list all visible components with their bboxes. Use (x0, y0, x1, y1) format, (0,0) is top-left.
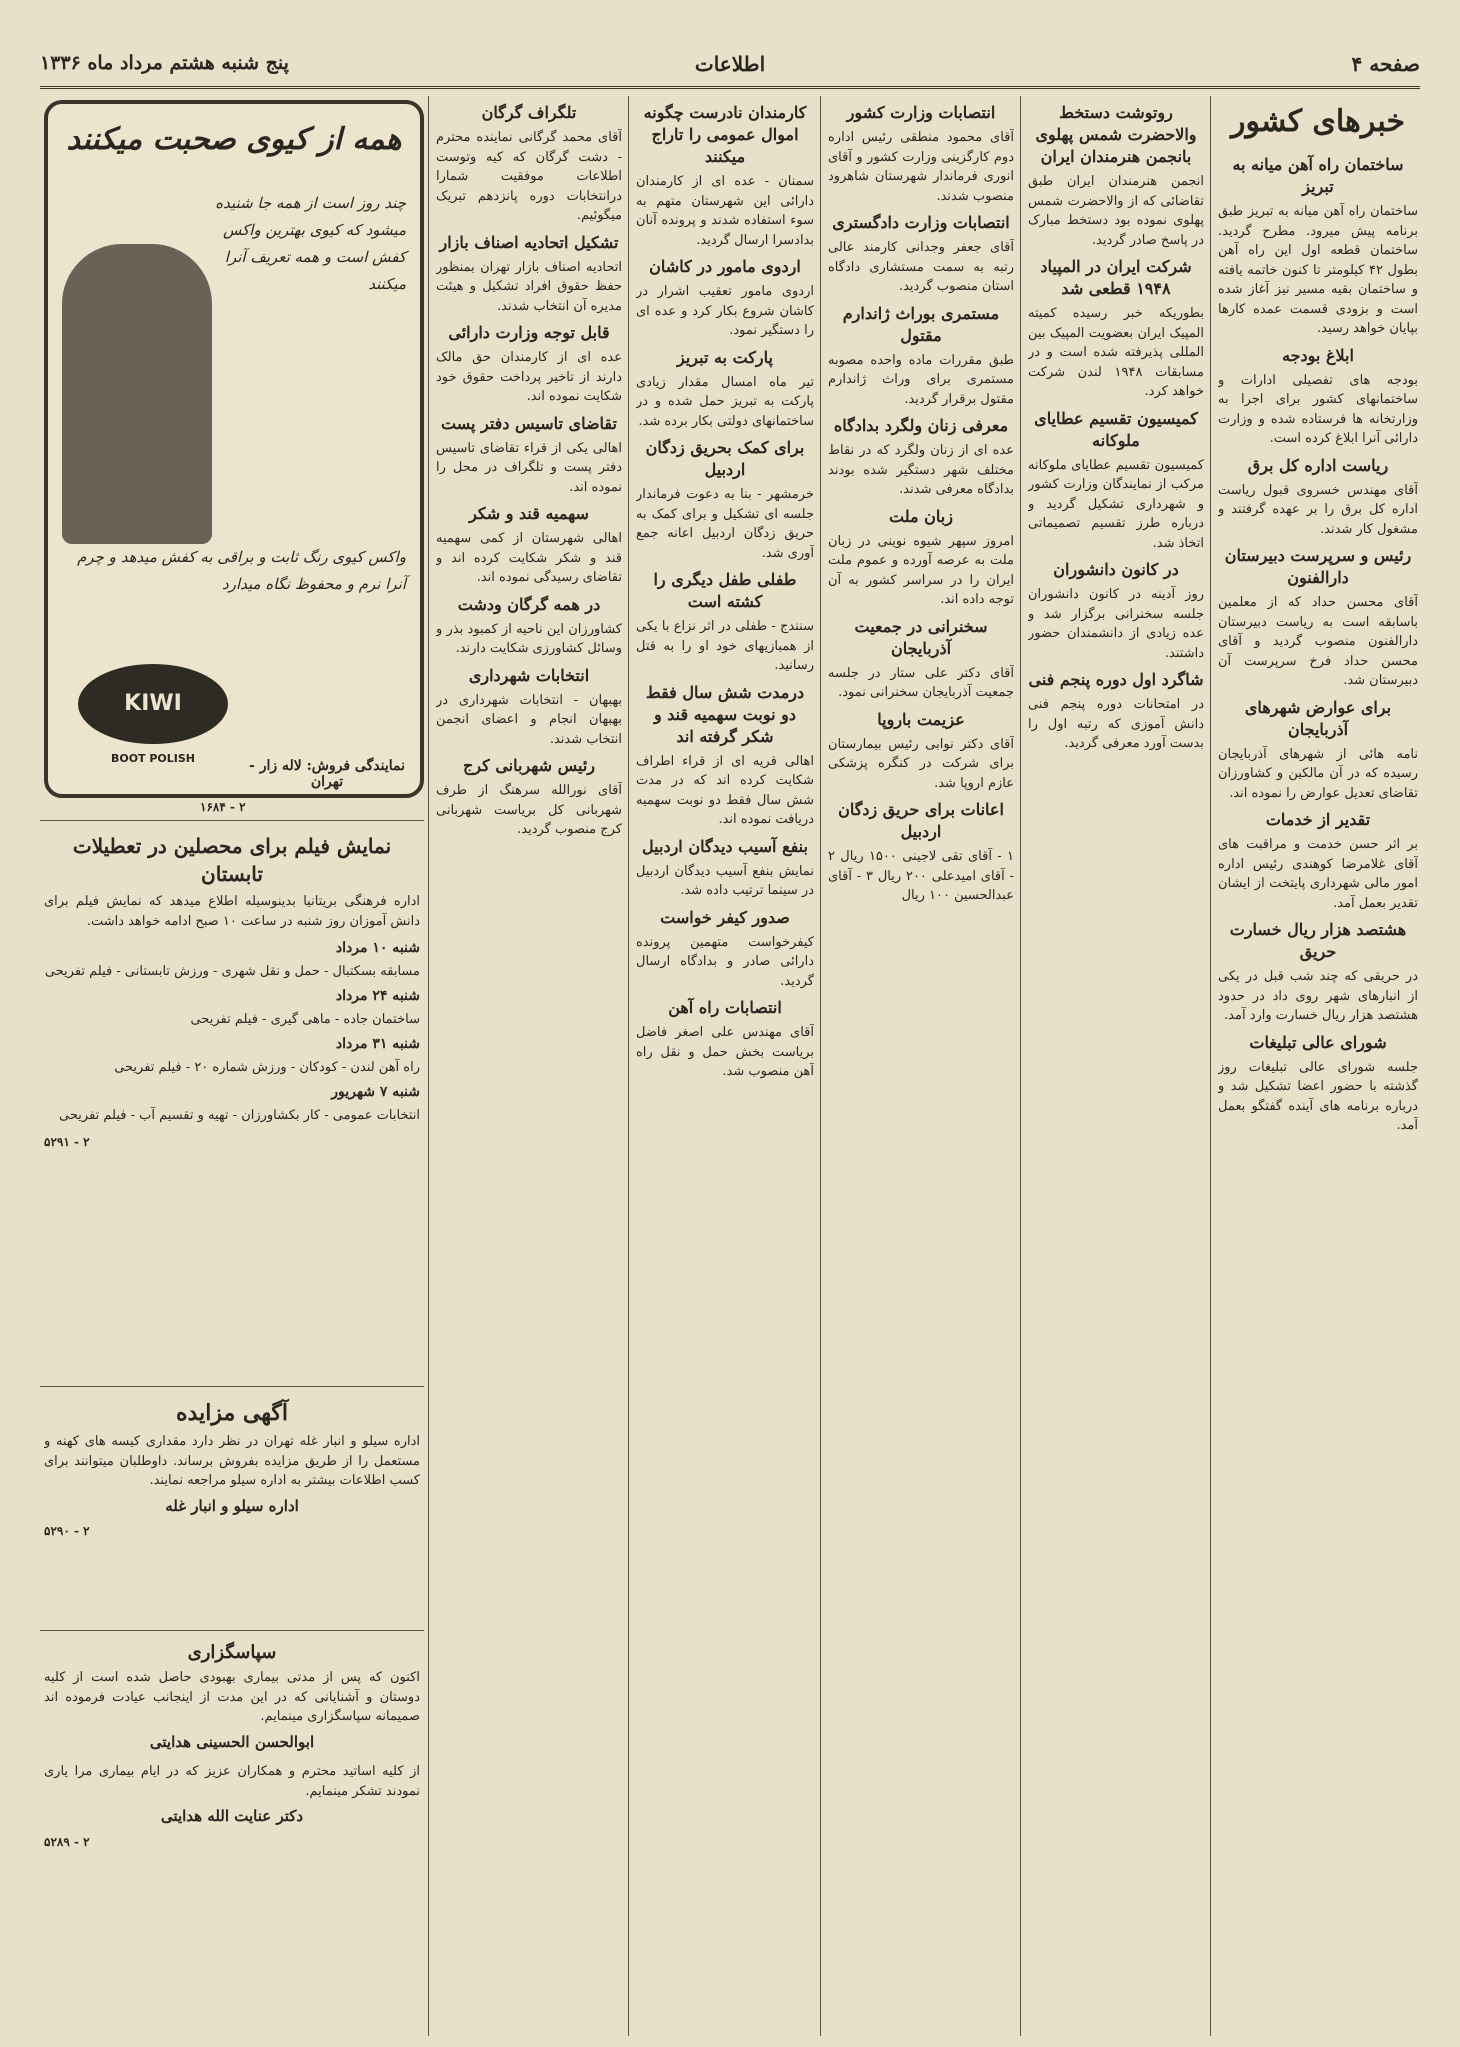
page-number: صفحه ۴ (1351, 52, 1420, 76)
thanks-text: اکنون که پس از مدتی بیماری بهبودی حاصل شده است از کلیه دوستان و آشنایانی که در این مدت از اینجانب عیادت فرموده اند صمیمانه سپاسگزاری مینمایم. (44, 1670, 420, 1724)
column-rule (1020, 96, 1021, 2036)
thanks-title: سپاسگزاری (187, 1642, 277, 1663)
article: در همه گرگان ودشت کشاورزان این ناحیه از کمبود بذر و وسائل کشاورزی شکایت دارند. (436, 594, 622, 656)
section-title: خبرهای کشور (1230, 104, 1406, 139)
article: شورای عالی تبلیغات جلسه شورای عالی تبلیغات روز گذشته با حضور اعضا تشکیل شد و درباره برنامه های آینده گفتگو بعمل آمد. (1218, 1032, 1418, 1133)
thanks-signature-2: دکتر عنایت الله هدایتی (160, 1807, 304, 1825)
article: مستمری بوراث ژاندارم مقتول طبق مقررات ماده واحده مصوبه مستمری برای وراث ژاندارم مقتول برقرار گردید. (828, 303, 1014, 407)
article: صدور کیفر خواست کیفرخواست متهمین پرونده دارائی صادر و بدادگاه ارسال گردید. (636, 907, 814, 989)
article: کارمندان نادرست چگونه اموال عمومی را تاراج میکنند سمنان - عده ای از کارمندان دارائی این شهرستان متهم به سوء استفاده شدند و پرونده آنان بدادسرا ارسال گردید. (636, 103, 814, 248)
column-2 (1028, 96, 1204, 2036)
article: انتخابات شهرداری بهبهان - انتخابات شهرداری در بهبهان انجام و اعضای انجمن انتخاب شدند. (436, 665, 622, 747)
film-title: نمایش فیلم برای محصلین در تعطیلات تابستان (72, 834, 392, 886)
article: زبان ملت امروز سپهر شیوه نوینی در زبان ملت به عرصه آورده و عموم ملت ایران را در سراسر کشور به آن توجه داده اند. (828, 506, 1014, 607)
article: برای عوارض شهرهای آذربایجان نامه هائی از شهرهای آذربایجان رسیده که در آن مالکین و کشاورزان تقاضای تعدیل عوارض را نموده اند. (1218, 697, 1418, 801)
advert-body: چند روز است از همه جا شنیده میشود که کیوی بهترین واکس کفش است و همه تعریف آنرا میکنند (215, 194, 406, 293)
column-5 (436, 96, 622, 2036)
section-rule (40, 820, 424, 821)
article: روتوشت دستخط والاحضرت شمس پهلوی بانجمن هنرمندان ایران انجمن هنرمندان ایران طبق تقاضائی که از والاحضرت شمس پهلوی نموده بود دستخط مبارک در پاسخ صادر گردید. (1028, 103, 1204, 248)
masthead (40, 46, 1420, 89)
film-code: ۵۲۹۱ - ۲ (44, 1135, 90, 1149)
column-news-country (1218, 96, 1418, 2036)
article: برای کمک بحریق زدگان اردبیل خرمشهر - بنا به دعوت فرماندار جلسه ای تشکیل و برای کمک به حریق زدگان اردبیل اعانه جمع آوری شد. (636, 438, 814, 561)
article: سخنرانی در جمعیت آذربایجان آقای دکتر علی ستار در جلسه جمعیت آذربایجان سخنرانی نمود. (828, 616, 1014, 700)
issue-date: پنج شنبه هشتم مرداد ماه ۱۳۳۶ (40, 52, 289, 74)
article: طفلی طفل دیگری را کشته است سنندج - طفلی در اثر نزاع با یکی از همبازیهای خود او را به قتل رسانید. (636, 570, 814, 673)
kiwi-tin-logo: KIWI (78, 664, 228, 744)
article: تشکیل اتحادیه اصناف بازار اتحادیه اصناف بازار تهران بمنظور حفظ حقوق افراد تشکیل و هیئت مدیره آن انتخاب شدند. (436, 232, 622, 314)
advert-illustration (62, 244, 212, 544)
kiwi-advert (44, 100, 424, 798)
article: انتصابات وزارت دادگستری آقای جعفر وجدانی کارمند عالی رتبه به سمت مستشاری دادگاه استان منصوب گردید. (828, 213, 1014, 294)
paper-name: اطلاعات (694, 52, 766, 76)
article: ابلاغ بودجه بودجه های تفصیلی ادارات و ساختمانهای کشور برای اجرا به وزارتخانه ها فرستاده شده و وزارت دارائی آنرا ابلاغ کرده است. (1218, 345, 1418, 446)
film-intro: اداره فرهنگی بریتانیا بدینوسیله اطلاع میدهد که نمایش فیلم برای دانش آموزان روز شنبه در ساعت ۱۰ صبح ادامه خواهد داشت. (44, 894, 420, 929)
article: بنفع آسیب دیدگان اردبیل نمایش بنفع آسیب دیدگان اردبیل در سینما ترتیب داده شد. (636, 836, 814, 898)
advert-headline: همه از کیوی صحبت میکنند (66, 122, 402, 157)
article: ریاست اداره کل برق آقای مهندس خسروی قبول ریاست اداره کل برق را بر عهده گرفتند و مشغول کار شدند. (1218, 455, 1418, 537)
article: معرفی زنان ولگرد بدادگاه عده ای از زنان ولگرد که در نقاط مختلف شهر دستگیر شده بودند بدادگاه معرفی شدند. (828, 416, 1014, 497)
column-4 (636, 96, 814, 2036)
auction-text: اداره سیلو و انبار غله تهران در نظر دارد مقداری کیسه های کهنه و مستعمل را از طریق مزایده بفروش برساند. داوطلبان میتوانند برای کسب اطلاعات بیشتر به اداره سیلو مراجعه نمایند. (44, 1434, 420, 1488)
thanks-text-2: از کلیه اساتید محترم و همکاران عزیز که در ایام بیماری مرا یاری نمودند تشکر مینمایم. (44, 1764, 420, 1799)
article: انتصابات وزارت کشور آقای محمود منطقی رئیس اداره دوم کارگزینی وزارت کشور و آقای انوری فرماندار شهرستان شاهرود منصوب شدند. (828, 103, 1014, 204)
column-rule (820, 96, 821, 2036)
column-rule (428, 96, 429, 2036)
film-schedule: شنبه ۱۰ مرداد مسابقه بسکتبال - حمل و نقل شهری - ورزش تابستانی - فیلم تفریحی شنبه ۲۴ مرداد ساختمان جاده - ماهی گیری - فیلم تفریحی شنبه ۳۱ مرداد راه آهن لندن - کودکان - ورزش شماره ۲۰ - فیلم تفریحی شنبه ۷ شهریور انتخابات عمومی - کار بکشاورزان - تهیه و تقسیم آب - فیلم تفریحی (44, 940, 420, 1123)
article: در کانون دانشوران روز آدینه در کانون دانشوران جلسه سخنرانی برگزار شد و عده زیادی از دانشمندان حضور داشتند. (1028, 560, 1204, 661)
thanks-code: ۵۲۸۹ - ۲ (44, 1834, 90, 1849)
article: کمیسیون تقسیم عطایای ملوکانه کمیسیون تقسیم عطایای ملوکانه مرکب از نمایندگان وزارت کشور و شهرداری تشکیل گردید و درباره طرز تقسیم تصمیماتی اتخاذ شد. (1028, 408, 1204, 551)
advert-code: ۱۶۸۴ - ۲ (200, 800, 246, 814)
article: درمدت شش سال فقط دو نوبت سهمیه قند و شکر گرفته اند اهالی قریه ای از قراء اطراف شکایت کرده اند که در مدت شش سال فقط دو نوبت سهمیه دریافت نموده اند. (636, 682, 814, 827)
article: عزیمت باروپا آقای دکتر نوابی رئیس بیمارستان برای شرکت در کنگره پزشکی عازم اروپا شد. (828, 709, 1014, 791)
article: قابل توجه وزارت دارائی عده ای از کارمندان حق مالک دارند از تاخیر پرداخت حقوق خود شکایت نموده اند. (436, 323, 622, 404)
article: رئیس و سرپرست دبیرستان دارالفنون آقای محسن حداد که از معلمین باسابقه است به ریاست دبیرستان دارالفنون منصوب گردید و آقای محسن حداد فرخ سرپرست آن دبیرستان شد. (1218, 546, 1418, 688)
article: انتصابات راه آهن آقای مهندس علی اصغر فاضل بریاست بخش حمل و نقل راه آهن منصوب شد. (636, 998, 814, 1079)
column-rule (628, 96, 629, 2036)
article: تلگراف گرگان آقای محمد گرگانی نماینده محترم - دشت گرگان که کیه وتوست اطلاعات موفقیت شمارا درانتخابات دوره پانزدهم تبریک میگوئیم. (436, 103, 622, 223)
auction-code: ۵۲۹۰ - ۲ (44, 1524, 90, 1538)
section-rule (40, 1630, 424, 1631)
column-rule (1210, 96, 1211, 2036)
article: اعانات برای حریق زدگان اردبیل ۱ - آقای تقی لاجینی ۱۵۰۰ ریال ۲ - آقای امیدعلی ۲۰۰ ریال ۳ - آقای عبدالحسین ۱۰۰ ریال (828, 800, 1014, 903)
thanks-signature: ابوالحسن الحسینی هدایتی (149, 1732, 315, 1751)
article: تقدیر از خدمات بر اثر حسن خدمت و مراقبت های آقای غلامرضا کوهندی رئیس اداره امور مالی شهرداری پایتخت از ایشان تقدیر بعمل آمد. (1218, 810, 1418, 911)
advert-footer: نمایندگی فروش: لاله زار - تهران (249, 758, 405, 790)
auction-title: آگهی مزایده (176, 1400, 288, 1426)
advert-body-2: واکس کیوی رنگ ثابت و براقی به کفش میدهد و چرم آنرا نرم و محفوظ نگاه میدارد (77, 548, 406, 593)
kiwi-tin-subtitle: BOOT POLISH (110, 752, 196, 765)
section-rule (40, 1386, 424, 1387)
article: پارکت به تبریز تیر ماه امسال مقدار زیادی پارکت به تبریز حمل شده و در ساختمانهای دولتی بکار برده شد. (636, 347, 814, 429)
article: ساختمان راه آهن میانه به تبریز ساختمان راه آهن میانه به تبریز طبق برنامه پیش میرود. مطرح گردید. ساختمان قطعه اول این راه آهن بطول ۴۲ کیلومتر تا کنون خاتمه یافته و ساختمان بقیه مسیر نیز آغاز شده است و بزودی قسمت عمده کارها بپایان خواهد رسید. (1218, 155, 1418, 336)
article: تقاضای تاسیس دفتر پست اهالی یکی از قراء تقاضای تاسیس دفتر پست و تلگراف در محل را نموده اند. (436, 413, 622, 495)
auction-notice (44, 1392, 420, 1622)
article: اردوی مامور در کاشان اردوی مامور تعقیب اشرار در کاشان شروع بکار کرد و عده ای را دستگیر نمود. (636, 257, 814, 338)
auction-signature: اداره سیلو و انبار غله (165, 1496, 299, 1515)
film-announcement (44, 826, 420, 1256)
thanks-notice (44, 1636, 420, 2036)
article: سهمیه قند و شکر اهالی شهرستان از کمی سهمیه قند و شکر شکایت کرده اند و تقاضای رسیدگی نموده اند. (436, 504, 622, 585)
article: هشتصد هزار ریال خسارت حریق در حریقی که چند شب قبل در یکی از انبارهای شهر روی داد در حدود هشتصد هزار ریال خسارت وارد آمد. (1218, 920, 1418, 1023)
article: رئیس شهربانی کرج آقای نورالله سرهنگ از طرف شهربانی کل بریاست شهربانی کرج منصوب گردید. (436, 756, 622, 837)
article: شرکت ایران در المپیاد ۱۹۴۸ قطعی شد بطوریکه خبر رسیده کمیته المپیک ایران بعضویت المپیک بین المللی پذیرفته شده است و در مسابقات ۱۹۴۸ لندن شرکت خواهد کرد. (1028, 257, 1204, 399)
article: شاگرد اول دوره پنجم فنی در امتحانات دوره پنجم فنی دانش آموزی که رتبه اول را بدست آورد معرفی گردید. (1028, 670, 1204, 751)
column-3 (828, 96, 1014, 2036)
